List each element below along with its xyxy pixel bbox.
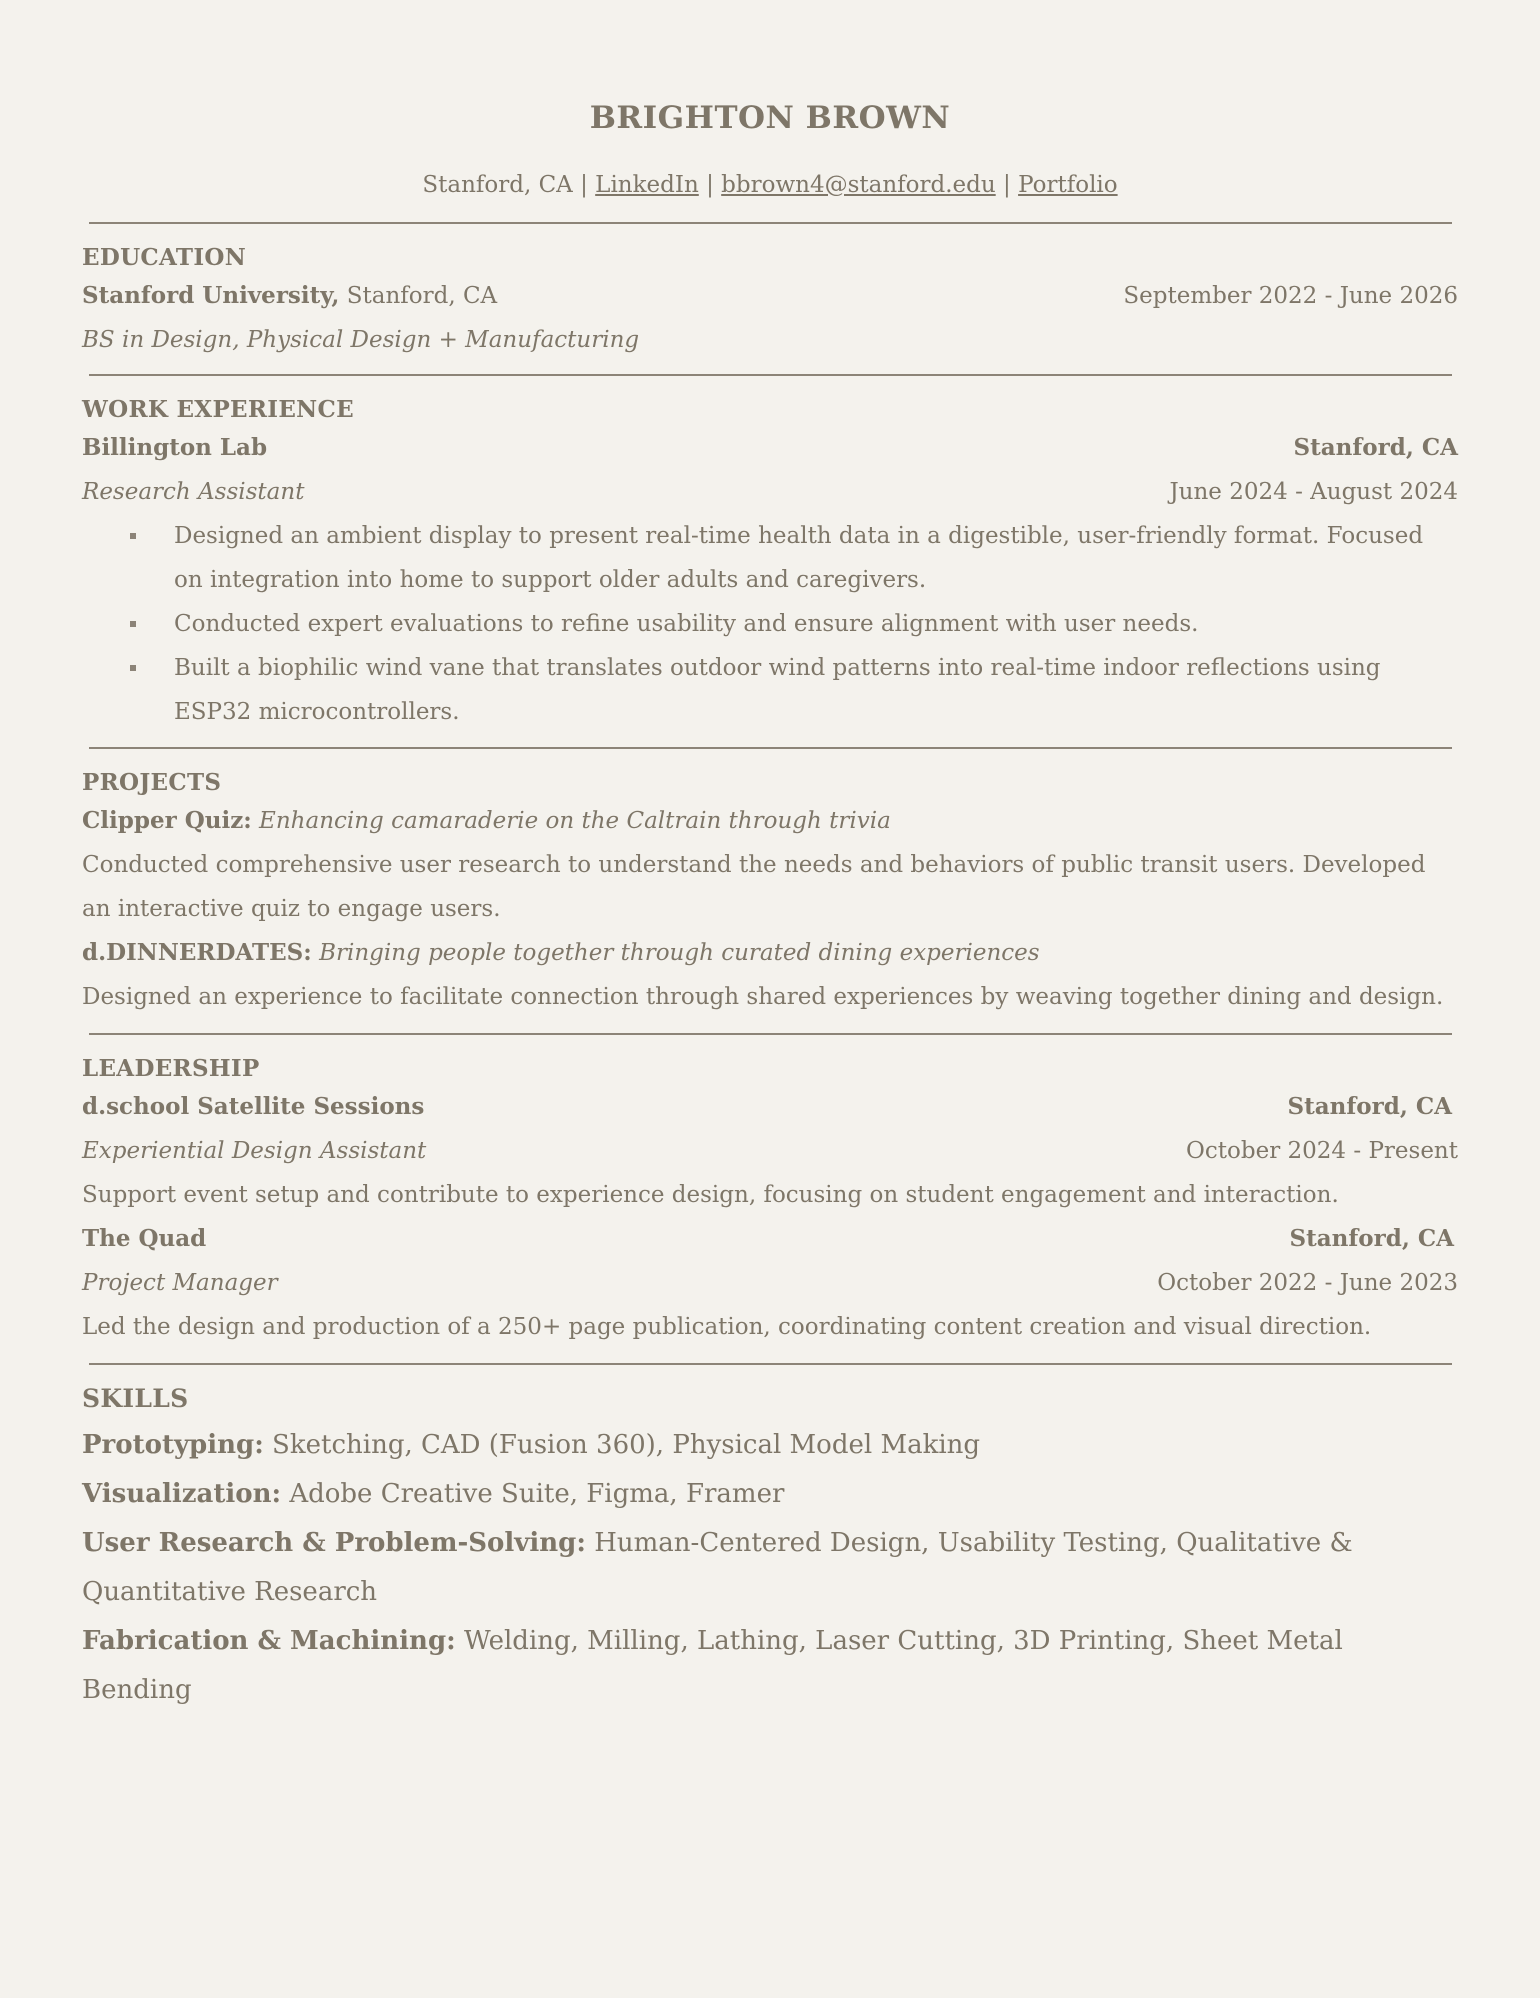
skills-section xyxy=(82,1377,1458,1715)
section-divider xyxy=(89,1033,1452,1035)
project-title xyxy=(82,931,1040,975)
leadership-section xyxy=(82,1049,1458,1349)
skill-line xyxy=(82,1519,1458,1617)
bullet-square-icon xyxy=(130,621,136,627)
work-org: Billington Lab xyxy=(82,434,268,461)
list-item xyxy=(174,602,1458,646)
leadership-role-row xyxy=(82,1129,1458,1173)
project-description: Conducted comprehensive user research to understand the needs and behaviors of public transit users. Developed an interactive quiz to engage users. xyxy=(82,852,1426,922)
leadership-role: Project Manager xyxy=(82,1270,278,1296)
education-section xyxy=(82,238,1458,362)
leadership-header-row xyxy=(82,1085,1458,1129)
bullet-square-icon xyxy=(130,665,136,671)
contact-location: Stanford, CA xyxy=(422,172,573,198)
education-school-line xyxy=(82,274,497,318)
leadership-location: Stanford, CA xyxy=(1287,1093,1452,1120)
education-dates: September 2022 - June 2026 xyxy=(1123,283,1458,309)
leadership-description: Led the design and production of a 250+ page publication, coordinating content creation and visual direction. xyxy=(82,1314,1372,1340)
skill-label: Visualization: xyxy=(82,1479,282,1509)
bullet-text: Built a biophilic wind vane that translates outdoor wind patterns into real-time indoor reflections using ESP32 microcontrollers. xyxy=(174,655,1381,725)
bullet-text: Conducted expert evaluations to refine usability and ensure alignment with user needs. xyxy=(174,611,1199,637)
skill-label: Fabrication & Machining: xyxy=(82,1626,456,1656)
degree: BS in Design, Physical Design + Manufacturing xyxy=(82,327,640,353)
work-bullets xyxy=(82,514,1458,734)
projects-section xyxy=(82,763,1458,1019)
section-divider xyxy=(89,1363,1452,1365)
work-location: Stanford, CA xyxy=(1293,434,1458,461)
leadership-role: Experiential Design Assistant xyxy=(82,1138,427,1164)
skill-value: Sketching, CAD (Fusion 360), Physical Model Making xyxy=(263,1430,981,1460)
project-name: d.DINNERDATES: xyxy=(82,939,312,966)
leadership-location: Stanford, CA xyxy=(1289,1225,1454,1252)
section-title-work: WORK EXPERIENCE xyxy=(82,396,354,423)
project-name: Clipper Quiz: xyxy=(82,807,252,834)
section-title-leadership: LEADERSHIP xyxy=(82,1055,260,1082)
portfolio-link[interactable]: Portfolio xyxy=(1018,172,1118,198)
skill-value: Human-Centered Design, Usability Testing, Qualitative & Quantitative Research xyxy=(82,1528,1353,1607)
skill-line xyxy=(82,1421,1458,1470)
project-description: Designed an experience to facilitate connection through shared experiences by weaving together dining and design. xyxy=(82,984,1444,1010)
resume-page xyxy=(82,96,1458,1715)
school-location: Stanford, CA xyxy=(339,283,498,309)
section-title-education: EDUCATION xyxy=(82,244,247,271)
leadership-description: Support event setup and contribute to experience design, focusing on student engagement and interaction. xyxy=(82,1182,1339,1208)
contact-separator: | xyxy=(572,172,596,198)
work-header-row xyxy=(82,426,1458,470)
skill-value: Welding, Milling, Lathing, Laser Cutting, 3D Printing, Sheet Metal Bending xyxy=(82,1626,1343,1705)
work-role: Research Assistant xyxy=(82,479,305,505)
section-divider xyxy=(89,747,1452,749)
section-title-skills: SKILLS xyxy=(82,1384,189,1413)
leadership-dates: October 2022 - June 2023 xyxy=(1157,1270,1458,1296)
skill-line xyxy=(82,1617,1458,1715)
skill-line xyxy=(82,1470,1458,1519)
skill-value: Adobe Creative Suite, Figma, Framer xyxy=(281,1479,785,1509)
work-dates: June 2024 - August 2024 xyxy=(1169,479,1458,505)
education-degree-row xyxy=(82,318,1458,362)
skill-label: User Research & Problem-Solving: xyxy=(82,1528,586,1558)
project-tagline: Bringing people together through curated dining experiences xyxy=(311,940,1040,966)
project-tagline: Enhancing camaraderie on the Caltrain through trivia xyxy=(251,808,891,834)
leadership-org: The Quad xyxy=(82,1225,207,1252)
section-title-projects: PROJECTS xyxy=(82,769,222,796)
project-title-row xyxy=(82,931,1458,975)
leadership-header-row xyxy=(82,1217,1458,1261)
applicant-name: BRIGHTON BROWN xyxy=(589,100,951,136)
bullet-square-icon xyxy=(130,533,136,539)
list-item xyxy=(174,514,1458,602)
leadership-role-row xyxy=(82,1261,1458,1305)
project-title xyxy=(82,799,891,843)
section-divider xyxy=(89,222,1452,224)
leadership-org: d.school Satellite Sessions xyxy=(82,1093,425,1120)
email-link[interactable]: bbrown4@stanford.edu xyxy=(721,172,996,198)
contact-separator: | xyxy=(698,172,722,198)
contact-line xyxy=(82,168,1458,202)
linkedin-link[interactable]: LinkedIn xyxy=(595,172,699,198)
work-role-row xyxy=(82,470,1458,514)
education-header-row xyxy=(82,274,1458,318)
leadership-dates: October 2024 - Present xyxy=(1186,1138,1458,1164)
contact-separator: | xyxy=(995,172,1019,198)
work-section xyxy=(82,390,1458,734)
project-title-row xyxy=(82,799,1458,843)
bullet-text: Designed an ambient display to present real-time health data in a digestible, user-friendly format. Focused on integration into home to support older adults and caregivers. xyxy=(174,523,1424,593)
section-divider xyxy=(89,374,1452,376)
school-name: Stanford University, xyxy=(82,282,340,309)
skill-label: Prototyping: xyxy=(82,1430,264,1460)
list-item xyxy=(174,646,1458,734)
